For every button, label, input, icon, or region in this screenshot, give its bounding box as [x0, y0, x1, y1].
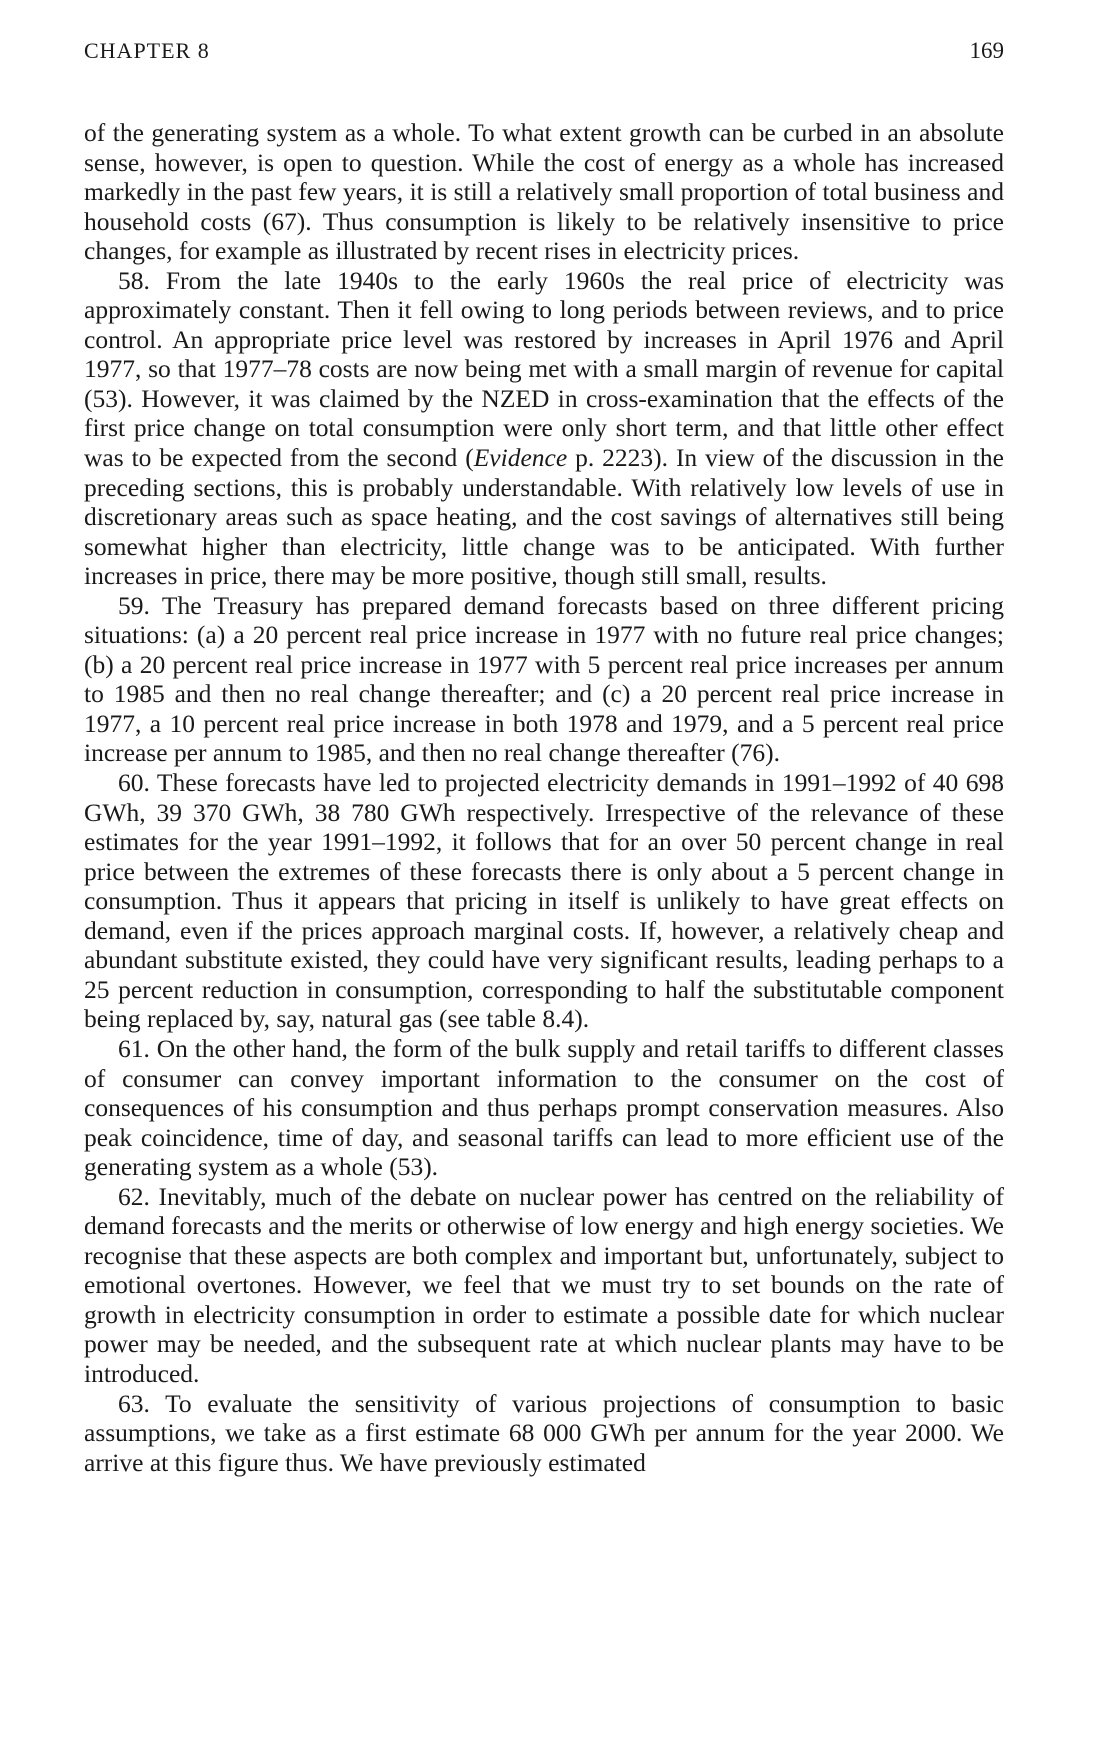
paragraph-63: 63. To evaluate the sensitivity of various projections of consumption to basic assumptions, we take as a first estimate 68 000 GWh per annum for the year 2000. We arrive at this figure thus. We have previously estimated: [84, 1388, 1004, 1477]
paragraph-58: [84, 266, 1004, 591]
page: [84, 38, 1004, 1477]
paragraph-62: 62. Inevitably, much of the debate on nuclear power has centred on the reliability of demand forecasts and the merits or otherwise of low energy and high energy societies. We recognise that these aspects are both complex and important but, unfortunately, subject to emotional overtones. However, we feel that we must try to set bounds on the rate of growth in electricity consumption in order to estimate a possible date for which nuclear power may be needed, and the subsequent rate at which nuclear plants may have to be introduced.: [84, 1181, 1004, 1388]
running-head: [84, 38, 1004, 82]
paragraph-61: 61. On the other hand, the form of the bulk supply and retail tariffs to different classes of consumer can convey important information to the consumer on the cost of consequences of his consumption and thus perhaps prompt conservation measures. Also peak coincidence, time of day, and seasonal tariffs can lead to more efficient use of the generating system as a whole (53).: [84, 1033, 1004, 1182]
body-text: [84, 118, 1004, 1477]
page-number: 169: [969, 38, 1004, 63]
paragraph-60: 60. These forecasts have led to projected electricity demands in 1991–1992 of 40 698 GWh, 39 370 GWh, 38 780 GWh respectively. Irrespective of the relevance of these estimates for the year 1991–1992, it follows that for an over 50 percent change in real price between the extremes of these forecasts there is only about a 5 percent change in consumption. Thus it appears that pricing in itself is unlikely to have great effects on demand, even if the prices approach marginal costs. If, however, a relatively cheap and abundant substitute existed, they could have very significant results, leading perhaps to a 25 percent reduction in consumption, corresponding to half the substitutable component being replaced by, say, natural gas (see table 8.4).: [84, 768, 1004, 1034]
chapter-label: CHAPTER 8: [84, 38, 210, 63]
evidence-reference: Evidence: [473, 443, 568, 473]
paragraph-58-text-end: p. 2223). In view of the discussion in the preceding sections, this is probably understandable. With relatively low levels of use in discretionary areas such as space heating, and the cost savings of alternatives still being somewhat higher than electricity, little change was to be anticipated. With further increases in price, there may be more positive, though still small, results.: [84, 443, 1004, 591]
paragraph-continued: of the generating system as a whole. To what extent growth can be curbed in an absolute sense, however, is open to question. While the cost of energy as a whole has increased markedly in the past few years, it is still a relatively small proportion of total business and household costs (67). Thus consumption is likely to be relatively insensitive to price changes, for example as illustrated by recent rises in electricity prices.: [84, 118, 1004, 266]
paragraph-59: 59. The Treasury has prepared demand forecasts based on three different pricing situations: (a) a 20 percent real price increase in 1977 with no future real price changes; (b) a 20 percent real price increase in 1977 with 5 percent real price increases per annum to 1985 and then no real change thereafter; and (c) a 20 percent real price increase in 1977, a 10 percent real price increase in both 1978 and 1979, and a 5 percent real price increase per annum to 1985, and then no real change thereafter (76).: [84, 590, 1004, 768]
paragraph-58-text: 58. From the late 1940s to the early 1960s the real price of electricity was approximately constant. Then it fell owing to long periods between reviews, and to price control. An appropriate price level was restored by increases in April 1976 and April 1977, so that 1977–78 costs are now being met with a small margin of revenue for capital (53). However, it was claimed by the NZED in cross-examination that the effects of the first price change on total consumption were only short term, and that little other effect was to be expected from the second (: [84, 265, 1004, 473]
